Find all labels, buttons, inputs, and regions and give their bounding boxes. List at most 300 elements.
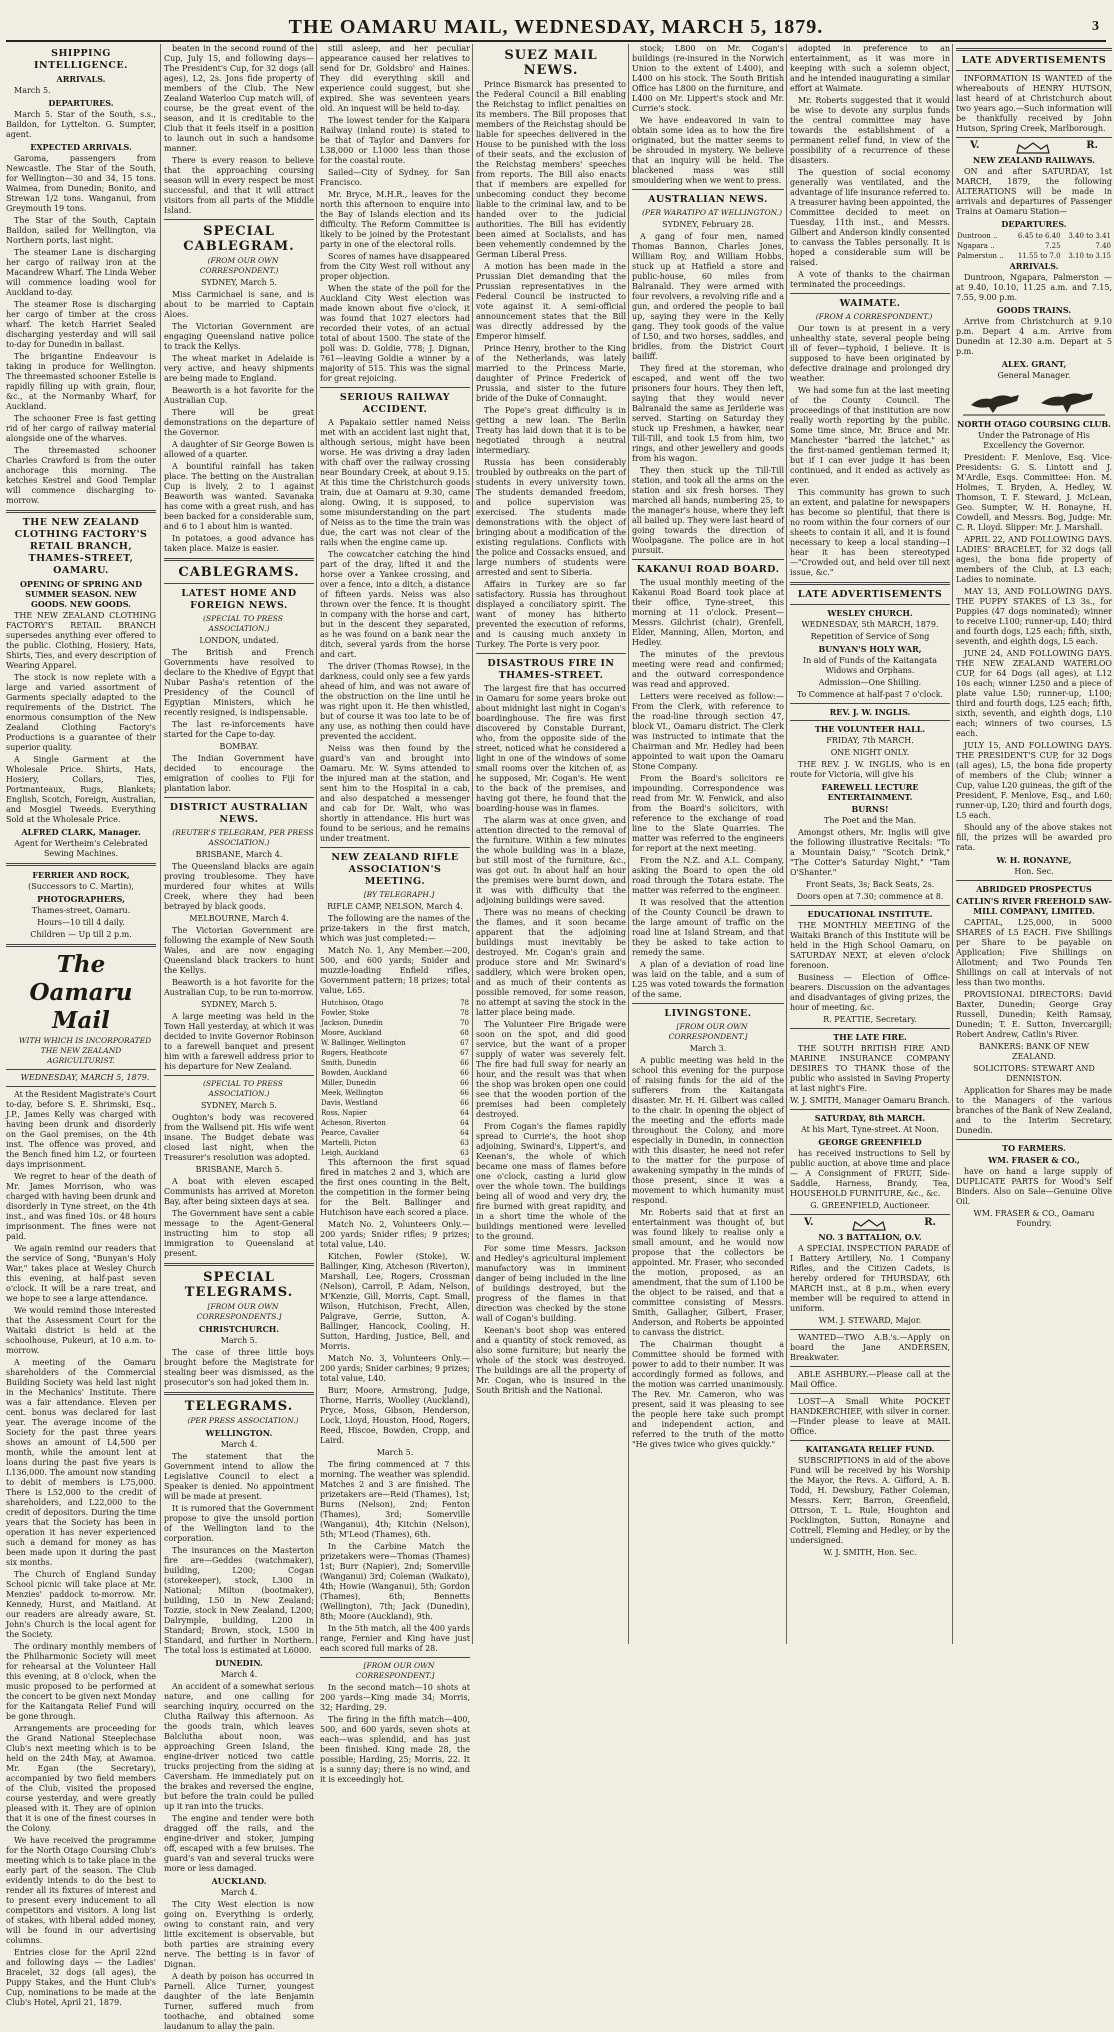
body-text: SYDNEY, March 5.: [201, 1101, 277, 1110]
body-text: Duntroon, Ngapara, Palmerston — at 9.40, 10.10, 11.25 a.m. and 7.15, 7.55, 9.00 p.m.: [956, 273, 1112, 302]
body-text: A gang of four men, named Thomas Bannon, Charles Jones, William Roy, and William Hobbs, stuck up at Hatfield a store and public-house, 60 miles from Balranald. They were armed with four revolvers, a revolving rifle and a gun, and ordered the people to bail up, saying they were in the Kelly gang. They took goods of the value of L50, and two horses, saddles, and bridles, from the District Court bailiff.: [632, 232, 784, 361]
rifle-name: Bowden, Auckland: [321, 1069, 388, 1077]
rifle-score-row: [320, 1078, 470, 1088]
body-text: A meeting of the Oamaru shareholders of the Commercial Building Society was held last night in the Mechanics' Institute. There was a fair attendance. Eleven per cent. bonus was declared for last year. The average income of the Society for the past three years shows an amount of L4,500 per month, while the amount lent at loans during the past five years is L136,000. The amount now standing to debit of members is L75,000. There is L52,000 to the credit of shareholders, and L22,000 to the credit of depositors. During the time years that the Society has been in operation it has never experienced such a demand for money as has been made upon it during the past six months.: [6, 1358, 156, 1567]
body-text: LONDON, undated.: [199, 636, 279, 645]
body-text: From the Board's solicitors re impounding. Correspondence was read from Mr. W. Fenwick, and also from the Board's solicitors, with reference to the exchange of road line to the Slate Quarries. The matter was referred to the engineers for report at the next meeting.: [632, 774, 784, 853]
body-text: CAPITAL, L25,000, in 5000 SHARES of L5 EACH. Five Shillings per Share to be payable on Application; Five Shillings on Allotment; and Two Pounds Ten Shillings on call at intervals of not less than two months.: [956, 918, 1112, 987]
body-text: Affairs in Turkey are so far satisfactory. Russia has throughout displayed a conciliatory spirit. The want of money has hitherto prevented the execution of reforms, and is causing much anxiety in Turkey. The Porte is very poor.: [476, 580, 626, 649]
body-text: still asleep, and her peculiar appearance caused her relatives to send for Dr. Goldsbro' and Haines. They did everything skill and experience could suggest, but she expired. She was seventeen years old. An inquest will be held to-day.: [320, 44, 470, 113]
body-text: Russia has been considerably troubled by outbreaks on the part of students in every university town. The students demanded freedom, and police supervision was exercised. The students made demonstrations with the object of bringing about a modification of the existing regulations. Conflicts with the police and Cossacks ensued, and large numbers of students were arrested and sent to Siberia.: [476, 458, 626, 577]
body-text: Our town is at present in a very unhealthy state, several people being ill of fever—typhoid, I believe. It is supposed to have been originated by defective drainage and prolonged dry weather.: [790, 324, 950, 383]
royal-cipher: [790, 1218, 950, 1232]
ferrier-hours: Hours—10 till 4 daily.: [37, 918, 125, 927]
rifle-score-row: [320, 1068, 470, 1078]
body-text: Burr, Moore, Armstrong, Judge, Thorne, Harris, Woolley (Auckland), Pryce, Moss, Gibson, Henderson, Lock, Lloyd, Houston, Hood, Rogers, Reed, Hiscoe, Bowden, Cropp, and Laird.: [320, 1386, 470, 1445]
railways-heading: NEW ZEALAND RAILWAYS.: [972, 155, 1096, 165]
body-text: The Pope's great difficulty is in getting a new loan. The Berlin Treaty has laid down that it is to be negotiated through a neutral intermediary.: [476, 406, 626, 455]
body-text: March 5.: [220, 1336, 258, 1345]
rifle-subheading: [BY TELEGRAPH.]: [363, 890, 435, 899]
body-text: March 5. Star of the South, s.s., Baildon, for Lyttelton. G. Sumpter, agent.: [6, 110, 156, 139]
rifle-score-row: [320, 1118, 470, 1128]
body-text: The stock is now replete with a large and varied assortment of Garments specially adapted to the requirements of the District. The enormous consumption of the New Zealand Clothing Factory's Productions is a guarantee of their superior quality.: [6, 673, 156, 752]
rail-cell-b: 7.40: [1095, 242, 1111, 250]
body-text: We have received the programme for the North Otago Coursing Club's meeting which is to take place in the early part of the season. The Club evidently intends to do the best to render all its fixtures of interest and to present every inducement to all competitors and visitors. A long list of stakes, with liberal added money, will be found in our advertising columns.: [6, 1836, 156, 1945]
body-text: (REUTER'S TELEGRAM, PER PRESS ASSOCIATION.): [172, 828, 314, 847]
body-text: Scores of names have disappeared from the City West roll without any proper objection.: [320, 252, 470, 281]
body-text: PROVISIONAL DIRECTORS: David Baxter, Dunedin; George Gray Russell, Dunedin; Keith Ramsay, Dunedin; T. E. Sutton, Invercargill; Robert Andrew, Catlin's River.: [956, 990, 1112, 1039]
livingstone-heading: LIVINGSTONE.: [664, 1008, 752, 1019]
body-text: March 4.: [220, 1888, 258, 1897]
railway-accident-heading: SERIOUS RAILWAY ACCIDENT.: [339, 392, 451, 415]
rifle-score-row: [320, 1148, 470, 1158]
body-text: W. J. SMITH, Manager Oamaru Branch.: [790, 1096, 950, 1105]
rifle-name: Pearce, Cavalier: [321, 1129, 380, 1137]
body-text: In the Carbine Match the prizetakers were—Thomas (Thames) 1st; Burr (Napier), 2nd; Somerville (Wanganui) 3rd; Coleman (Waikato), 4th; Howie (Wanganui), 5th; Gordon (Thames), 6th; Bennetts (Wellington), 7th; Jack (Dunedin), 8th; Moore (Auckland), 9th.: [320, 1542, 470, 1621]
telegrams-subheading: (PER PRESS ASSOCIATION.): [187, 1416, 299, 1425]
body-text: BRISBANE, March 5.: [195, 1165, 283, 1174]
dateline-dunedin: DUNEDIN.: [215, 1658, 263, 1668]
cipher-v: V.: [804, 1217, 814, 1228]
arrivals-heading: ARRIVALS.: [56, 74, 106, 84]
body-text: Prince Bismarck has presented to the Federal Council a Bill enabling the Reichstag to inflict penalties on its members. The Bill proposes that members of the Reichstag should be liable for speeches delivered in the House to be punished with the loss of their seats, and the exclusion of the Reichstag members' speeches from reports. The Bill also enacts that if members are expelled for unbecoming conduct they become liable to the criminal law, and to be handed over to the judicial authorities. The Bill has evidently been aimed at Socialists, and has been vehemently condemned by the German Liberal Press.: [476, 80, 626, 259]
body-text: The schooner Free is fast getting rid of her cargo of railway material alongside one of the wharves.: [6, 414, 156, 443]
rifle-score-row: [320, 1048, 470, 1058]
body-text: Agent for Wertheim's Celebrated Sewing Machines.: [14, 839, 148, 858]
livingstone-subheading: [FROM OUR OWN CORRESPONDENT.]: [668, 1022, 748, 1041]
body-text: Mr. Roberts said that at first an entertainment was thought of, but was found likely to realise only a small amount, and he would now propose that the collectors be appointed. Mr. Fraser, who seconded the motion, proposed, as an amendment, that the sum of L100 be the object to be raised, and that a committee consisting of Messrs. Smith, Gallagher, Gilbert, Fraser, Anderson, and Roberts be appointed to canvass the district.: [632, 1208, 784, 1337]
body-text: THE SOUTH BRITISH FIRE AND MARINE INSURANCE COMPANY DESIRES TO THANK those of the public who assisted in Saving Property at last night's Fire.: [790, 1044, 950, 1093]
body-text: BOMBAY.: [219, 742, 259, 751]
body-text: The firing commenced at 7 this morning. The weather was splendid. Matches 2 and 3 are finished. The prizetakers are—Reid (Thames), 1st; Burns (Nelson), 2nd; Fenton (Thames), 3rd; Somerville (Wanganui), 4th; Kitchin (Nelson), 5th; M'Leod (Thames), 6th.: [320, 1460, 470, 1539]
body-text: Neiss was then found by the guard's van and brought into Oamaru. Mr. W. Syms attended to the injured man at the station, and sent him to the Hospital in a cab, and also despatched a messenger and cab for Dr. Walt, who was shortly in attendance. His hurt was found to be serious, and he remains under treatment.: [320, 744, 470, 843]
cablegram-subheading: (FROM OUR OWN CORRESPONDENT.): [199, 256, 279, 275]
rail-row: [956, 251, 1112, 261]
body-text: March 5.: [376, 1448, 414, 1457]
body-text: Arrangements are proceeding for the Grand National Steeplechase Club's next meeting which is to be held on the 24th May, at Awamoa. Mr. Egan (the Secretary), accompanied by two field members of the Club, visited the proposed course yesterday, and were greatly pleased with it. They are of opinion that it is one of the finest courses in the Colony.: [6, 1724, 156, 1833]
body-text: A bountiful rainfall has taken place. The betting on the Australian Cup is lively, 2 to 1 against Beaworth was wanted. Savanaka has come with a great rush, and has been backed for a considerable sum, and 6 to 1 about him is wanted.: [164, 462, 314, 531]
body-text: adopted in preference to an entertainment, as it was more in keeping with such a solemn object, and he intended inaugurating a similar effort at Waimate.: [790, 44, 950, 93]
body-text: ON and after SATURDAY, 1st MARCH, 1879, the following ALTERATIONS will be made in arrivals and departures of Passenger Trains at Oamaru Station—: [956, 167, 1112, 216]
body-text: Keenan's boot shop was entered and a quantity of stock removed, as also some furniture; but nearly the whole of the stock was destroyed. The buildings are all the property of Mr. Cogan, who is insured in the South British and the National.: [476, 1326, 626, 1395]
latest-news-heading: LATEST HOME AND FOREIGN NEWS.: [181, 588, 297, 611]
body-text: Match No. 3, Volunteers Only.—200 yards; Snider carbines; 9 prizes; total value, L40.: [320, 1354, 470, 1383]
body-text: For some time Messrs. Jackson and Hedley's agricultural implement manufactory was in imminent danger of being included in the line of buildings destroyed, but the progress of the flames in that direction was checked by the stone wall of Cogan's building.: [476, 1244, 626, 1323]
body-text: The Indian Government have decided to encourage the emigration of coolies to Fiji for plantation labor.: [164, 754, 314, 793]
body-text: ABLE ASHBURY.—Please call at the Mail Office.: [790, 1370, 950, 1389]
body-text: The Volunteer Fire Brigade were soon on the spot, and did good service, but the want of a proper supply of water was severely felt. The fire had full sway for nearly an hour, and the result was that when the shop was broken open one could see that the wooden portion of the premises had been completely destroyed.: [476, 1020, 626, 1119]
body-text: Repetition of Service of Song: [810, 632, 930, 641]
fire-heading: DISASTROUS FIRE IN THAMES-STREET.: [487, 658, 615, 681]
body-text: March 4.: [220, 1440, 258, 1449]
ferrier-address: Thames-street, Oamaru.: [31, 906, 131, 915]
body-text: There was no means of checking the flames, and it soon became apparent that the adjoining buildings must inevitably be destroyed. Mr. Cogan's grain and produce store and Mr. Swinard's saddlery, which were broken open, and as much of their contents as possible removed, for some reason, no attempt at saving the stock in the latter place being made.: [476, 908, 626, 1017]
rifle-score: 68: [460, 1029, 469, 1037]
rifle-name: Rogers, Heathcote: [321, 1049, 388, 1057]
body-text: JULY 15, AND FOLLOWING DAYS. THE PRESIDENT'S CUP, for 32 Dogs (all ages), L5, the bona fide property of members of the Club; winner a Cup, value L20 guineas, the gift of the President, F. Menlove, Esq., and L60; runner-up, L20; third and fourth dogs, L5 each.: [956, 741, 1113, 820]
body-text: There will be great demonstrations on the departure of the Governor.: [164, 408, 314, 437]
body-text: A public meeting was held in the school this evening for the purpose of raising funds for the aid of the sufferers from the Kaitangata disaster. Mr. H. H. Gilbert was called to the chair. In opening the object of the meeting and the efforts made throughout the Colony, and more especially in Dunedin, in connection with this disaster, he need not refer to the matter for the purpose of awakening sympathy in the minds of those present, since it was a movement to which humanity must respond.: [632, 1056, 784, 1205]
australian-news-subheading: (PER WARATIPO AT WELLINGTON.): [641, 208, 783, 217]
column-6: [786, 44, 950, 1644]
body-text: WM. FRASER & CO., Oamaru Foundry.: [973, 1209, 1095, 1228]
body-text: In potatoes, a good advance has taken place. Maize is easier.: [164, 534, 314, 553]
body-text: The Victorian Government are following the example of New South Wales, and are now engaging Queensland black trackers to hunt the Kellys.: [164, 926, 314, 975]
body-text: WM. J. STEWARD, Major.: [818, 1316, 922, 1325]
body-text: March 4.: [220, 1670, 258, 1679]
burns-heading: BURNS!: [851, 804, 889, 814]
body-text: The threemasted schooner Charles Crawford is from the outer anchorage this morning. The ketches Kestrel and Good Templar will commence discharging to-morrow.: [6, 446, 156, 505]
educational-heading: EDUCATIONAL INSTITUTE.: [807, 909, 933, 919]
rail-row: [956, 231, 1112, 241]
body-text: The British and French Governments have resolved to declare to the Khedive of Egypt that Nubar Pasha's retention of the Presidency of the Council of Egyptian Ministers, which he recently resigned, is indispensable.: [164, 648, 314, 717]
inglis-heading: REV. J. W. INGLIS.: [829, 707, 911, 717]
body-text: To Commence at half-past 7 o'clock.: [796, 690, 944, 699]
body-text: INFORMATION IS WANTED of the whereabouts of HENRY HUTSON, last heard of at Christchurch about two years ago.—Such information will be thankfully received by John Hutson, Spring Creek, Marlborough.: [956, 74, 1112, 133]
body-text: Business — Election of Office-bearers. Discussion on the advantages and disadvantages of giving prizes, the hour of meeting, &c.: [790, 973, 950, 1012]
column-3: [316, 44, 470, 1784]
rifle-name: Leigh, Auckland: [321, 1149, 379, 1157]
body-text: A Single Garment at the Wholesale Price. Shirts, Hats, Hosiery, Collars, Ties, Portmanteaux, Rugs, Blankets; English, Scotch, Foreign, Australian, and Mosgiel Tweeds. Everything Sold at the Wholesale Price.: [6, 755, 156, 824]
body-text: SYDNEY, March 5.: [201, 1000, 277, 1009]
farmers-heading: TO FARMERS.: [1002, 1143, 1066, 1153]
bunyan-title: BUNYAN'S HOLY WAR,: [818, 644, 922, 654]
body-text: The ordinary monthly members of the Philharmonic Society will meet for rehearsal at the Volunteer Hall this evening, at 8 o'clock, when the music proposed to be performed at the concert to be given next Monday for the Kaitangata Relief Fund will be gone through.: [6, 1642, 156, 1721]
body-text: The steamer Lane is discharging her cargo of railway iron at the Macandrew Wharf. The Linda Weber will commence loading wool for Auckland to-day.: [6, 248, 156, 297]
body-text: JUNE 24, AND FOLLOWING DAYS. THE NEW ZEALAND WATERLOO CUP, for 64 Dogs (all ages), at L12 10s each; winner L250 and a piece of plate value L50; runner-up, L100; third and fourth dogs, L25 each; fifth, sixth, seventh, and eighth dogs, L10 each; winners of two courses, L5 each.: [956, 649, 1112, 738]
clothing-subheading: OPENING OF SPRING AND SUMMER SEASON. NEW GOODS. NEW GOODS.: [19, 579, 143, 609]
greenfield-heading: GEORGE GREENFIELD: [818, 1137, 922, 1147]
body-text: In the second match—10 shots at 200 yards—King made 34; Morris, 32; Harding, 29.: [320, 1683, 470, 1712]
rail-cell-b: 3.10 to 3.15: [1068, 252, 1111, 260]
volunteer-hall-heading: THE VOLUNTEER HALL.: [814, 724, 926, 734]
saturday-heading: SATURDAY, 8th MARCH.: [814, 1113, 926, 1123]
body-text: The steamer Rose is discharging her cargo of timber at the cross wharf. The ketch Harriet Sealed discharging yesterday and will sail to-day for Dunedin in ballast.: [6, 300, 156, 349]
rifle-heading: NEW ZEALAND RIFLE ASSOCIATION'S MEETING.: [331, 852, 459, 887]
rifle-score: 64: [460, 1119, 469, 1127]
page-number: 3: [1092, 19, 1100, 34]
rifle-score: 66: [460, 1099, 469, 1107]
coursing-heading: NORTH OTAGO COURSING CLUB.: [957, 419, 1111, 429]
waimate-heading: WAIMATE.: [839, 298, 901, 309]
rifle-name: Hutchison, Otago: [321, 999, 384, 1007]
crown-icon: [1013, 141, 1053, 155]
body-text: Match No. 1, Any Member.—200, 500, and 600 yards; Snider and muzzle-loading Enfield rifles, Government pattern; 18 prizes; total value, L65.: [320, 946, 470, 995]
body-text: The wheat market in Adelaide is very active, and heavy shipments are being made to England.: [164, 354, 314, 383]
body-text: Letters were received as follow:— From the Clerk, with reference to the road-line through section 47, block VI., Oamaru district. The Clerk was instructed to intimate that the Chairman and Mr. Hedley had been appointed to wait upon the Oamaru Stone Company.: [632, 692, 784, 771]
rail-cell-a: 11.55 to 7.0: [1017, 252, 1061, 260]
rifle-name: Martelli, Picton: [321, 1139, 377, 1147]
body-text: Garoma, passengers from Newcastle. The Star of the South, for Wellington—30 and 34, 15 tons. Waimea, from Dunedin; Bonito, and Strewan 1/2 tons. Wanganui, from Greymouth 19 tons.: [6, 154, 156, 213]
expected-heading: EXPECTED ARRIVALS.: [30, 142, 132, 152]
rifle-name: Davis, Westland: [321, 1099, 378, 1107]
body-text: This community has grown to such an extent, and palatine for newspapers has become so plentiful, that there is no room within the four corners of our sheets to contain it all, and it is found necessary to keep a local standing—I hear it has been stereotyped—"Crowded out, and held over till next issue, &c.": [790, 488, 950, 577]
body-text: Entries close for the April 22nd and following days — the Ladies' Bracelet, 32 dogs (all ages), the Puppy Stakes, and the Hunt Club's Cup, nominations to be made at the Club's Hotel, April 21, 1879.: [6, 1948, 156, 2007]
body-text: There is every reason to believe that the approaching coursing season will in every respect be most successful, and that it will attract visitors from all parts of the Middle Island.: [164, 156, 314, 215]
rifle-score: 66: [460, 1059, 469, 1067]
rifle-score-row: [320, 1088, 470, 1098]
body-text: G. GREENFIELD, Auctioneer.: [810, 1201, 930, 1210]
manager-name: ALEX. GRANT,: [1001, 359, 1067, 369]
body-text: [FROM OUR OWN CORRESPONDENT.]: [355, 1661, 435, 1680]
body-text: The following are the names of the prize-takers in the first match, which was just completed:—: [320, 914, 470, 943]
rail-row: [956, 241, 1112, 251]
body-text: The minutes of the previous meeting were read and confirmed; and the outward correspondence was read and approved.: [632, 650, 784, 689]
crown-icon: [849, 1218, 889, 1232]
paper-title: The Oamaru Mail: [29, 951, 133, 1034]
body-text: March 3.: [689, 1044, 727, 1053]
waimate-subheading: (FROM A CORRESPONDENT.): [815, 312, 933, 321]
body-text: The question of social economy generally was ventilated, and the advantage of life insurance referred to. A treasurer having been appointed, the Committee decided to meet on Tuesday, 11th inst., and Messrs. Gilbert and Anderson kindly consented to canvass the Tables personally. It is hoped a considerable sum will be raised.: [790, 168, 950, 267]
rail-cell-station: Ngapara ..: [957, 242, 995, 250]
rifle-score: 67: [460, 1039, 469, 1047]
one-night-label: ONE NIGHT ONLY.: [830, 748, 910, 757]
body-text: THE REV. J. W. INGLIS, who is en route for Victoria, will give his: [790, 760, 950, 779]
royal-cipher-2: [956, 141, 1112, 155]
body-text: When the state of the poll for the Auckland City West election was made known about five o'clock, it was found that 1027 electors had recorded their votes, of an actual total of about 1500. The state of the poll was: D. Goldie, 778; J. Dignan, 761—leaving Goldie a winner by a majority of 515. This was the signal for great rejoicing.: [320, 284, 470, 383]
body-text: It is rumored that the Government propose to give the unsold portion of the Wellington land to the corporation.: [164, 1504, 314, 1543]
body-text: BANKERS: BANK OF NEW ZEALAND.: [978, 1042, 1090, 1061]
rail-cell-a: 7.25: [1044, 242, 1061, 250]
rifle-score: 66: [460, 1079, 469, 1087]
body-text: SYDNEY, February 28.: [662, 220, 754, 229]
ferrier-heading: FERRIER AND ROCK,: [32, 870, 130, 880]
late-ads-heading-2: LATE ADVERTISEMENTS: [961, 55, 1107, 66]
cipher-v: V.: [970, 140, 980, 151]
body-text: The driver (Thomas Rowse), in the darkness, could only see a few yards ahead of him, and was not aware of the obstruction on the line until he was right upon it. He then whistled, but of course it was too late to be of any use, as nothing then could have prevented the accident.: [320, 662, 470, 741]
coursing-dogs-icon: [959, 383, 1109, 417]
ferrier-subheading: (Successors to C. Martin),: [28, 882, 134, 891]
rifle-score: 78: [460, 1009, 469, 1017]
admission-label: Admission—One Shilling.: [818, 678, 922, 687]
body-text: Beaworth is a hot favorite for the Australian Cup.: [164, 386, 314, 405]
photographers-label: PHOTOGRAPHERS,: [37, 894, 125, 904]
body-text: The lowest tender for the Kaipara Railway (inland route) is stated to be that of Taylor and Danvers for L38,000 or L1000 less than those for the coastal route.: [320, 116, 470, 165]
body-text: Mr. Roberts suggested that it would be wise to devote any surplus funds the central committee may have towards the establishment of a permanent relief fund, in view of the possibility of a recurrence of these disasters.: [790, 96, 950, 165]
clothing-heading: THE NEW ZEALAND CLOTHING FACTORY'S RETAIL BRANCH, THAMES-STREET, OAMARU.: [14, 517, 148, 576]
body-text: Miss Carmichael is sane, and is about to be married to Captain Aloes.: [164, 290, 314, 319]
rifle-score-row: [320, 1128, 470, 1138]
body-text: The Queensland blacks are again proving troublesome. They have murdered four whites at Wills Creek, where they had been betrayed by black goods.: [164, 862, 314, 911]
body-text: Doors open at 7.30; commence at 8.: [796, 892, 944, 901]
rail-cell-a: 6.45 to 6.40: [1017, 232, 1061, 240]
rifle-score: 63: [460, 1149, 469, 1157]
body-text: A motion has been made in the Prussian Diet demanding that the Prussian representatives in the Federal Council be instructed to vote against it. A semi-official announcement states that the Bill was directly addressed by the Emperor himself.: [476, 262, 626, 341]
fraser-heading: WM. FRASER & CO.,: [988, 1155, 1080, 1165]
body-text: The firing in the fifth match—400, 500, and 600 yards, seven shots at each—was splendid, and has just been finished. King made 28, the possible; Harding, 25; Morris, 22. It is a sunny day; there is no wind, and it is exceedingly hot.: [320, 1715, 470, 1784]
secretary-name: W. H. RONAYNE,: [996, 855, 1072, 865]
body-text: Prince Henry, brother to the King of the Netherlands, was lately married to the Princess Marie, daughter of Prince Frederick of Prussia, and sister to the future bride of the Duke of Connaught.: [476, 344, 626, 403]
relief-fund-heading: KAITANGATA RELIEF FUND.: [805, 1444, 935, 1454]
body-text: Under the Patronage of His Excellency the Governor.: [978, 431, 1090, 450]
body-text: The Poet and the Man.: [823, 816, 917, 825]
body-text: RIFLE CAMP, NELSON, March 4.: [327, 902, 463, 911]
body-text: The statement that the Government intend to allow the Legislative Council to elect a Speaker is denied. No appointment will be made at present.: [164, 1452, 314, 1501]
body-text: March 5.: [14, 86, 51, 95]
body-text: We would remind those interested that the Assessment Court for the Waitaki district is held at the schoolhouse, Pukeuri, at 10 a.m. to-morrow.: [6, 1306, 156, 1355]
rifle-name: Miller, Dunedin: [321, 1079, 377, 1087]
body-text: The insurances on the Masterton fire are—Geddes (watchmaker), building, L200; Cogan (storekeeper), stock, L300 in National; Milton (bootmaker), building, L50 in New Zealand; Tozzie, stock in New Zealand, L200; Dalrymple, building, L200 in Standard; Brown, stock, L500 in Standard, and further in Northern. The total loss is estimated at L6000.: [164, 1546, 314, 1655]
rifle-scores-table: [320, 998, 470, 1158]
farewell-heading: FAREWELL LECTURE ENTERTAINMENT.: [821, 782, 919, 802]
rifle-name: Acheson, Riverton: [321, 1119, 386, 1127]
rifle-score-row: [320, 1038, 470, 1048]
body-text: Hon. Sec.: [1014, 867, 1054, 876]
body-text: A death by poison has occurred in Parnell. Alice Turner, youngest daughter of the late Benjamin Turner, suffered much from toothache, and obtained some laudanum to allay the pain.: [164, 1972, 314, 2031]
body-text: A daughter of Sir George Bowen is allowed of a quarter.: [164, 440, 314, 459]
dateline-christchurch: CHRISTCHURCH.: [198, 1324, 280, 1334]
body-text: President: F. Menlove, Esq. Vice-Presidents: G. S. Lintott and J. M'Ardle, Esqs. Committee: Hon. M. Holmes, T. Bryden, A. Hedley, W. Thomson, T. F. Steward, J. McLean, Geo. Sumpter, W. H. Ronayne, H. Cowdell, and Messrs. Bog, Judge: Mr. C. R. Lloyd. Slipper: Mr. J. Marshall.: [956, 453, 1112, 532]
body-text: Should any of the above stakes not fill, the prizes will be awarded pro rata.: [956, 823, 1112, 852]
body-text: THE NEW ZEALAND CLOTHING FACTORY'S RETAIL BRANCH supersedes anything ever offered to the public. Clothing, Hosiery, Hats, Shirts, Ties, and every description of Wearing Apparel.: [6, 611, 156, 670]
special-telegrams-heading: SPECIAL TELEGRAMS.: [184, 1270, 294, 1300]
rifle-name: Meek, Wellington: [321, 1089, 384, 1097]
body-text: stock; L800 on Mr. Cogan's buildings (re-insured in the Norwich Union to the extent of L400), and L400 on his stock. The South British Office has L800 on the furniture, and L400 on Mr. Lippert's stock and Mr. Currie's stock.: [632, 44, 784, 113]
column-7: [952, 44, 1112, 1644]
body-text: Arrive from Christchurch at 9.10 p.m. Depart 4 a.m. Arrive from Dunedin at 12.30 a.m. Depart at 5 p.m.: [956, 317, 1112, 356]
body-text: WANTED—TWO A.B.'s.—Apply on board the Jane ANDERSEN, Breakwater.: [790, 1333, 950, 1362]
body-text: (SPECIAL TO PRESS ASSOCIATION.): [203, 1079, 283, 1098]
body-text: Children — Up till 2 p.m.: [30, 930, 132, 939]
suez-mail-heading: SUEZ MAIL NEWS.: [504, 48, 598, 78]
body-text: We have endeavored in vain to obtain some idea as to how the fire originated, but the matter seems to be shrouded in mystery. We believe that an inquiry will be held. The blackened mass was still smouldering when we went to press.: [632, 116, 784, 185]
body-text: Sailed—City of Sydney, for San Francisco.: [320, 168, 470, 187]
column-4: [472, 44, 626, 1644]
cablegram-heading: SPECIAL CABLEGRAM.: [183, 224, 295, 254]
body-text: The City West election is now going on. Everything is orderly, owing to constant rain, and very little excitement is observable, but both parties are straining every nerve. The betting is in favor of Dignan.: [164, 1900, 314, 1969]
rail-timetable: [956, 231, 1112, 261]
cablegrams-heading: CABLEGRAMS.: [178, 565, 300, 580]
rifle-score: 63: [460, 1139, 469, 1147]
body-text: SUBSCRIPTIONS in aid of the above Fund will be received by his Worship the Mayor, the Revs. A. Gifford, A. B. Todd, H. Dewsbury, Father Coleman, Messrs. Kerr, Barron, Greenfield, Ottrson, T. L. Rule, Houghton and Pocklington, Sutton, Ronayne and Cottrell, Fleming and Hedley, or by the undersigned.: [790, 1456, 950, 1545]
telegrams-heading: TELEGRAMS.: [184, 1399, 294, 1414]
body-text: The engine and tender were both dragged off the rails, and the engine-driver and stoker, jumping off, escaped with a few bruises. The guard's van and several trucks were more or less damaged.: [164, 1814, 314, 1873]
kakanui-heading: KAKANUI ROAD BOARD.: [636, 564, 780, 575]
body-text: The largest fire that has occurred in Oamaru for some years broke out about midnight last night in Cogan's boardinghouse. The fire was first discovered by Constable Durrant, who, from the opposite side of the street, noticed what he considered a light in one of the windows of some small rooms over the kitchen of, as he supposed, Mr. Cogan's. He went to the back of the premises, and having got there, he found that the boarding-house was in flames.: [476, 684, 626, 813]
body-text: The Church of England Sunday School picnic will take place at Mr. Menzies' paddock to-morrow. Mr. Kennedy, Hurst, and Maitland. At our readers are already aware, St. John's Church is the local agent for the Society.: [6, 1570, 156, 1639]
goods-trains-heading: GOODS TRAINS.: [996, 305, 1072, 315]
dateline-wellington: WELLINGTON.: [205, 1428, 273, 1438]
rifle-name: Jackson, Dunedin: [321, 1019, 383, 1027]
body-text: MELBOURNE, March 4.: [189, 914, 289, 923]
body-text: beaten in the second round of the Cup, July 15, and following days—The President's Cup, for 32 dogs (all ages), L2, 2s. Jons fide property of members of the Club. The New Zealand Waterloo Cup match will, of course, be the great event of the season, and it is creditable to the Club that it feels itself in a position to launch out in such a handsome manner.: [164, 44, 314, 153]
battalion-heading: NO. 3 BATTALION, O.V.: [818, 1232, 922, 1242]
friday-date: FRIDAY, 7th MARCH.: [826, 736, 914, 745]
body-text: SOLICITORS: STEWART AND DENNISTON.: [973, 1064, 1095, 1083]
body-text: The Government have sent a cable message to the Agent-General instructing him to stop all immigration to Queensland at present.: [164, 1209, 314, 1258]
body-text: The usual monthly meeting of the Kakanui Road Board took place at their office, Tyne-street, this morning at 11 o'clock. Present—Messrs. Gilchrist (chair), Grenfell, Elder, Manning, Allen, Morton, and Hedley.: [632, 578, 784, 647]
body-text: A plan of a deviation of road line was laid on the table, and a sum of L25 was voted towards the formation of the same.: [632, 960, 784, 999]
body-text: The last re-inforcements have started for the Cape to-day.: [164, 720, 314, 739]
rifle-name: W. Ballinger, Wellington: [321, 1039, 406, 1047]
district-news-heading: DISTRICT AUSTRALIAN NEWS.: [169, 802, 309, 825]
column-5: [628, 44, 784, 1644]
rail-cell-station: Palmerston ..: [957, 252, 1004, 260]
catlins-heading: CATLIN'S RIVER FREEHOLD SAW-MILL COMPANY, LIMITED.: [956, 896, 1112, 916]
rail-cell-station: Duntroon ..: [957, 232, 998, 240]
manager-title: General Manager.: [997, 371, 1071, 380]
body-text: Application for Shares may be made to the Managers of the various branches of the Bank of New Zealand, and to the Interim Secretary, Dunedin.: [956, 1086, 1112, 1135]
masthead-title: THE OAMARU MAIL, WEDNESDAY, MARCH 5, 1879.: [288, 16, 824, 38]
shipping-heading: SHIPPING INTELLIGENCE.: [34, 48, 128, 71]
body-text: In the 5th match, all the 400 yards range, Fernier and King have just each scored full marks of 28.: [320, 1624, 470, 1653]
body-text: Kitchen, Fowler (Stoke), W. Ballinger, King, Atcheson (Riverton), Marshall, Lee, Rogers, Crossman (Nelson), Carroll, P. Adam, Nelson, M'Kenzie, Gill, Morris, Capt. Small, Wilson, Hutchison, Frecht, Allen, Palgrave, Gerrie, Sutton, A. Ballinger, Hancock, Cooling, H. Sutton, Harding, Justice, Bell, and Morris.: [320, 1252, 470, 1351]
rifle-score-row: [320, 998, 470, 1008]
column-1: [6, 44, 156, 2007]
body-text: SYDNEY, March 5.: [201, 278, 277, 287]
body-text: This afternoon the first squad fired in matches 2 and 3, which are the first ones counting in the Belt, the competition in the former being for the Belt. Ballinger and Hutchison have each scored a place.: [320, 1158, 470, 1217]
body-text: BRISBANE, March 4.: [195, 850, 283, 859]
body-text: Oughton's body was recovered from the Wallsend pit. His wife went insane. The Budget debate was closed last night, when the Treasurer's resolution was adopted.: [164, 1113, 314, 1162]
rifle-score-row: [320, 1018, 470, 1028]
body-text: At the Resident Magistrate's Court to-day, before S. E. Shrimski, Esq., J.P., James Kelly was charged with having been drunk and disorderly on the Gaol premises, on the 4th inst. The offence was proved, and the Bench fined him L2, or fourteen days imprisonment.: [6, 1090, 156, 1169]
rifle-score: 64: [460, 1129, 469, 1137]
body-text: A vote of thanks to the chairman terminated the proceedings.: [790, 270, 950, 289]
rifle-score-row: [320, 1058, 470, 1068]
paper-date: WEDNESDAY, MARCH 5, 1879.: [20, 1073, 150, 1082]
body-text: In aid of Funds of the Kaitangata Widows and Orphans.: [802, 656, 938, 675]
body-text: The brigantine Endeavour is taking in produce for Wellington. The threemasted schooner Estelle is rapidly filling up with grain, flour, &c., at the Normanby Wharf, for Auckland.: [6, 352, 156, 411]
rifle-score-row: [320, 1138, 470, 1148]
body-text: A SPECIAL INSPECTION PARADE of I Battery Artillery, No. 1 Company Rifles, and the Citizen Cadets, is hereby ordered for THURSDAY, 6th MARCH inst., at 8 p.m., when every member will be required to attend in uniform.: [790, 1244, 950, 1313]
arrivals-heading: ARRIVALS.: [1009, 261, 1059, 271]
rifle-score-row: [320, 1008, 470, 1018]
rifle-score-row: [320, 1028, 470, 1038]
rifle-name: Smith, Dunedin: [321, 1059, 377, 1067]
body-text: We regret to hear of the death of Mr. James Morrison, who was charged with having been drunk and disorderly in Tyne street, on the 4th inst., and was fined 10s. or 48 hours imprisonment. The fines were not paid.: [6, 1172, 156, 1241]
body-text: The alarm was at once given, and attention directed to the removal of the furniture. Within a few minutes the whole building was in a blaze, but still most of the furniture, &c., was got out. In about half an hour the premises were burnt down, and it was with difficulty that the adjoining buildings were saved.: [476, 816, 626, 905]
body-text: R. PEATTIE, Secretary.: [823, 1015, 917, 1024]
body-text: A Papakaio settler named Neiss met with an accident last night that, although serious, might have been worse. He was driving a dray laden with chaff over the railway crossing near Boundary Creek, at about 9.15. At this time the Christchurch goods train, due at Oamaru at 9.30, came along. Owing, it is supposed, to some misunderstanding on the part of Neiss as to the time the train was due, the cart was not clear of the rails when the engine came up.: [320, 418, 470, 547]
body-text: The Star of the South, Captain Baildon, sailed for Wellington, via Northern ports, last night.: [6, 216, 156, 245]
body-text: From the N.Z. and A.L. Company, asking the Board to open the old road through the Totara estate. The matter was referred to the engineer.: [632, 856, 784, 895]
body-text: The cowcatcher catching the hind part of the dray, lifted it and the horse over a Yankee crossing, and over a fence, into a ditch, a distance of fifteen yards. Neiss was also thrown over the fence. It is thought in company with the horse and cart, but in the descent they separated, as he was found on a bank near the ditch, several yards from the horse and cart.: [320, 550, 470, 659]
rifle-score: 67: [460, 1049, 469, 1057]
rifle-score: 64: [460, 1109, 469, 1117]
cipher-r: R.: [1086, 140, 1098, 151]
rifle-score: 66: [460, 1089, 469, 1097]
late-fire-heading: THE LATE FIRE.: [833, 1032, 907, 1042]
rifle-name: Moore, Auckland: [321, 1029, 382, 1037]
rifle-name: Ross, Napier: [321, 1109, 367, 1117]
body-text: From Cogan's the flames rapidly spread to Currie's, the hoot shop adjoining, Swinard's, Lippert's, and Keenan's, the whole of which became one mass of flames before one o'clock, casting a lurid glow over the whole town. The buildings being all of wood and very dry, the fire burned with great rapidity, and in a short time the whole of the buildings mentioned were levelled to the ground.: [476, 1122, 626, 1241]
body-text: A large meeting was held in the Town Hall yesterday, at which it was decided to invite Governor Robinson to a farewell banquet and present him with a farewell address prior to his departure for New Zealand.: [164, 1012, 314, 1071]
rifle-name: Fowler, Stoke: [321, 1009, 370, 1017]
australian-news-heading: AUSTRALIAN NEWS.: [648, 194, 768, 205]
body-text: They then stuck up the Till-Till station, and took all the arms on the station and six fresh horses. They marched all hands, numbering 25, to the manager's house, where they left all bailed up. They were last heard of going towards the direction of Woolpagane. The police are in hot pursuit.: [632, 466, 784, 555]
rifle-score: 78: [460, 999, 469, 1007]
body-text: Beaworth is a hot favorite for the Australian Cup, to be run to-morrow.: [164, 978, 314, 997]
departures-heading: DEPARTURES.: [48, 98, 114, 108]
paper-subtitle: WITH WHICH IS INCORPORATED THE NEW ZEALAND AGRICULTURIST.: [18, 1036, 152, 1065]
body-text: W. J. SMITH, Hon. Sec.: [823, 1548, 917, 1557]
body-text: The Victorian Government are engaging Queensland native police to track the Kellys.: [164, 322, 314, 351]
wesley-heading: WESLEY CHURCH.: [827, 608, 913, 618]
body-text: APRIL 22, AND FOLLOWING DAYS. LADIES' BRACELET, for 32 dogs (all ages), the bona fide property of members of the Club, at L3 each; Ladies to nominate.: [956, 535, 1112, 584]
special-telegrams-subheading: [FROM OUR OWN CORRESPONDENTS.]: [196, 1302, 282, 1321]
cipher-r: R.: [924, 1217, 936, 1228]
body-text: Mr. Bryce, M.H.R., leaves for the north this afternoon to enquire into the Bay of Islands election and its difficulty. The Reform Committee is likely to be joined by the Protestant party in one of the electoral rolls.: [320, 190, 470, 249]
body-text: LOST—A Small White POCKET HANDKERCHIEF, with silver in corner.—Finder please to leave at MAIL Office.: [790, 1397, 950, 1436]
wesley-date: WEDNESDAY, 5th MARCH, 1879.: [801, 620, 939, 629]
body-text: has received instructions to Sell by public auction, at above time and place— A Consignment of FRUIT, Side-Saddle, Harness, Brandy, Tea, HOUSEHOLD FURNITURE, &c., &c.: [790, 1149, 950, 1198]
departures-heading: DEPARTURES.: [1001, 219, 1067, 229]
rifle-score: 70: [460, 1019, 469, 1027]
body-text: have on hand a large supply of DUPLICATE PARTS for Wood's Self Binders. Also on Sale—Genuine Olive Oil.: [956, 1167, 1112, 1206]
dateline-auckland: AUCKLAND.: [211, 1876, 267, 1886]
column-2: [160, 44, 314, 2031]
body-text: We again remind our readers that the service of Song, "Bunyan's Holy War," takes place at Wesley Church this evening, at half-past seven o'clock. It will be a rare treat, and we hope to see a large attendance.: [6, 1244, 156, 1303]
